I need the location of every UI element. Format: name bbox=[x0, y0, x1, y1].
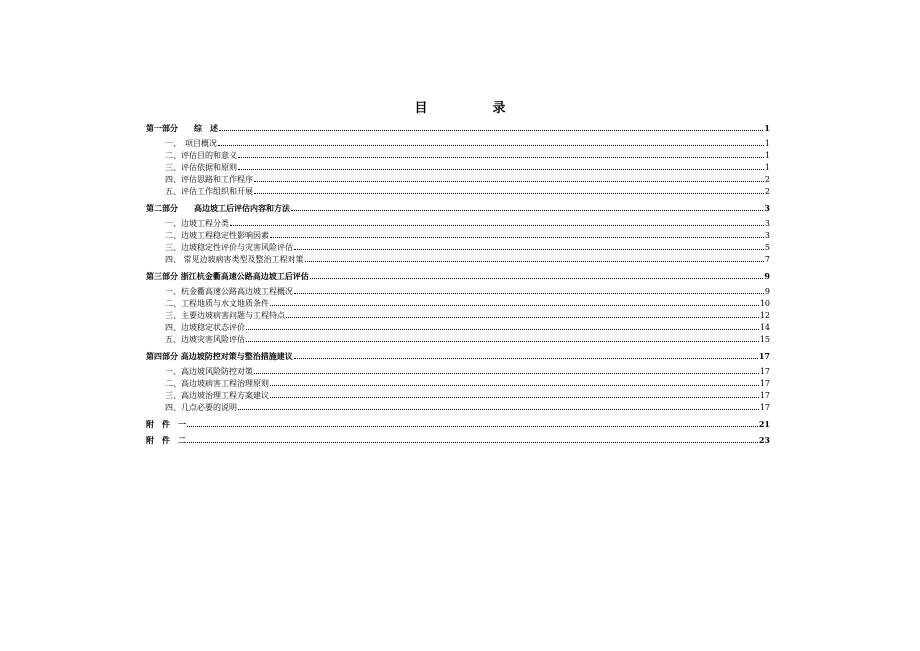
toc-entry-label: 二、工程地质与水文地质条件 bbox=[165, 299, 269, 308]
toc-page-number: 23 bbox=[758, 435, 770, 445]
toc-page-number: 1 bbox=[764, 163, 770, 172]
toc-entry[interactable] bbox=[146, 150, 770, 162]
toc-entry[interactable] bbox=[146, 310, 770, 322]
toc-page-number: 17 bbox=[759, 391, 770, 400]
toc-part-1[interactable] bbox=[146, 122, 770, 134]
toc-entry-label: 五、评估工作组织和开展 bbox=[165, 187, 253, 196]
dot-leader bbox=[286, 316, 759, 318]
toc-entry[interactable] bbox=[146, 186, 770, 198]
toc-entry-label: 一、边坡工程分类 bbox=[165, 219, 229, 228]
toc-entry[interactable] bbox=[146, 322, 770, 334]
toc-entry-label: 一、高边坡风险防控对策 bbox=[165, 367, 253, 376]
dot-leader bbox=[238, 156, 764, 158]
dot-leader bbox=[291, 209, 763, 211]
toc-page-number: 17 bbox=[758, 351, 770, 361]
toc-entry[interactable] bbox=[146, 286, 770, 298]
toc-entry-label: 二、边坡工程稳定性影响因素 bbox=[165, 231, 269, 240]
toc-page-number: 17 bbox=[759, 379, 770, 388]
toc-page-number: 17 bbox=[759, 403, 770, 412]
dot-leader bbox=[246, 340, 759, 342]
dot-leader bbox=[187, 425, 758, 427]
dot-leader bbox=[270, 304, 759, 306]
dot-leader bbox=[238, 168, 764, 170]
toc-entry[interactable] bbox=[146, 390, 770, 402]
toc-entry[interactable] bbox=[146, 242, 770, 254]
dot-leader bbox=[246, 328, 759, 330]
toc-entry-label: 四、 常见边坡病害类型及整治工程对策 bbox=[165, 255, 304, 264]
dot-leader bbox=[238, 408, 759, 410]
toc-page-number: 2 bbox=[764, 187, 770, 196]
toc-page-number: 3 bbox=[764, 219, 770, 228]
toc-page-number: 7 bbox=[764, 255, 770, 264]
toc-page-number: 2 bbox=[764, 175, 770, 184]
toc-entry-label: 三、高边坡治理工程方案建议 bbox=[165, 391, 269, 400]
dot-leader bbox=[270, 396, 759, 398]
toc-page-number: 15 bbox=[759, 335, 770, 344]
dot-leader bbox=[310, 277, 764, 279]
dot-leader bbox=[218, 144, 764, 146]
toc-part-label: 附 件 二 bbox=[146, 435, 186, 445]
toc-page-number: 3 bbox=[764, 203, 770, 213]
toc-entry-label: 一、杭金衢高速公路高边坡工程概况 bbox=[165, 287, 293, 296]
dot-leader bbox=[270, 384, 759, 386]
toc-page-number: 12 bbox=[759, 311, 770, 320]
dot-leader bbox=[305, 260, 764, 262]
toc-entry-label: 五、边坡灾害风险评估 bbox=[165, 335, 245, 344]
toc-entry[interactable] bbox=[146, 334, 770, 346]
dot-leader bbox=[219, 129, 763, 131]
toc-page-number: 3 bbox=[764, 231, 770, 240]
dot-leader bbox=[230, 224, 764, 226]
toc-entry-label: 三、边坡稳定性评价与灾害风险评估 bbox=[165, 243, 293, 252]
toc-entry[interactable] bbox=[146, 174, 770, 186]
toc-page-number: 1 bbox=[764, 151, 770, 160]
toc-entry-label: 四、评估思路和工作程序 bbox=[165, 175, 253, 184]
toc-page-number: 17 bbox=[759, 367, 770, 376]
toc-entry-label: 三、主要边坡病害问题与工程特点 bbox=[165, 311, 285, 320]
toc-appendix-1[interactable] bbox=[146, 418, 770, 430]
toc-part-label: 第一部分 综 述 bbox=[146, 123, 218, 133]
toc-page-number: 5 bbox=[764, 243, 770, 252]
dot-leader bbox=[254, 180, 764, 182]
toc-page-number: 14 bbox=[759, 323, 770, 332]
dot-leader bbox=[270, 236, 764, 238]
toc-page-number: 1 bbox=[764, 123, 770, 133]
dot-leader bbox=[254, 372, 759, 374]
toc-entry[interactable] bbox=[146, 298, 770, 310]
toc-entry-label: 二、高边坡病害工程治理原则 bbox=[165, 379, 269, 388]
toc-page-number: 9 bbox=[764, 271, 770, 281]
dot-leader bbox=[294, 248, 764, 250]
toc-title: 目 录 bbox=[414, 101, 532, 116]
toc-page-number: 10 bbox=[759, 299, 770, 308]
toc-entry-label: 四、几点必要的说明 bbox=[165, 403, 237, 412]
toc-page-number: 1 bbox=[764, 139, 770, 148]
toc-part-label: 第二部分 高边坡工后评估内容和方法 bbox=[146, 203, 290, 213]
toc-entry[interactable] bbox=[146, 378, 770, 390]
toc-part-2[interactable] bbox=[146, 202, 770, 214]
toc-entry[interactable] bbox=[146, 162, 770, 174]
dot-leader bbox=[294, 357, 758, 359]
toc-part-label: 第四部分 高边坡防控对策与整治措施建议 bbox=[146, 351, 293, 361]
dot-leader bbox=[254, 192, 764, 194]
toc-entry[interactable] bbox=[146, 254, 770, 266]
table-of-contents bbox=[146, 122, 770, 446]
toc-part-label: 附 件 一 bbox=[146, 419, 186, 429]
dot-leader bbox=[294, 292, 764, 294]
toc-entry[interactable] bbox=[146, 230, 770, 242]
toc-part-label: 第三部分 浙江杭金衢高速公路高边坡工后评估 bbox=[146, 271, 309, 281]
toc-entry[interactable] bbox=[146, 402, 770, 414]
toc-part-4[interactable] bbox=[146, 350, 770, 362]
toc-entry-label: 四、边坡稳定状态评价 bbox=[165, 323, 245, 332]
toc-appendix-2[interactable] bbox=[146, 434, 770, 446]
toc-entry-label: 二、评估目的和意义 bbox=[165, 151, 237, 160]
toc-entry-label: 一、 项目概况 bbox=[165, 139, 217, 148]
toc-page-number: 9 bbox=[764, 287, 770, 296]
toc-part-3[interactable] bbox=[146, 270, 770, 282]
dot-leader bbox=[187, 441, 758, 443]
toc-entry[interactable] bbox=[146, 138, 770, 150]
toc-page-number: 21 bbox=[758, 419, 770, 429]
toc-entry[interactable] bbox=[146, 366, 770, 378]
toc-entry-label: 三、评估依据和原则 bbox=[165, 163, 237, 172]
toc-entry[interactable] bbox=[146, 218, 770, 230]
